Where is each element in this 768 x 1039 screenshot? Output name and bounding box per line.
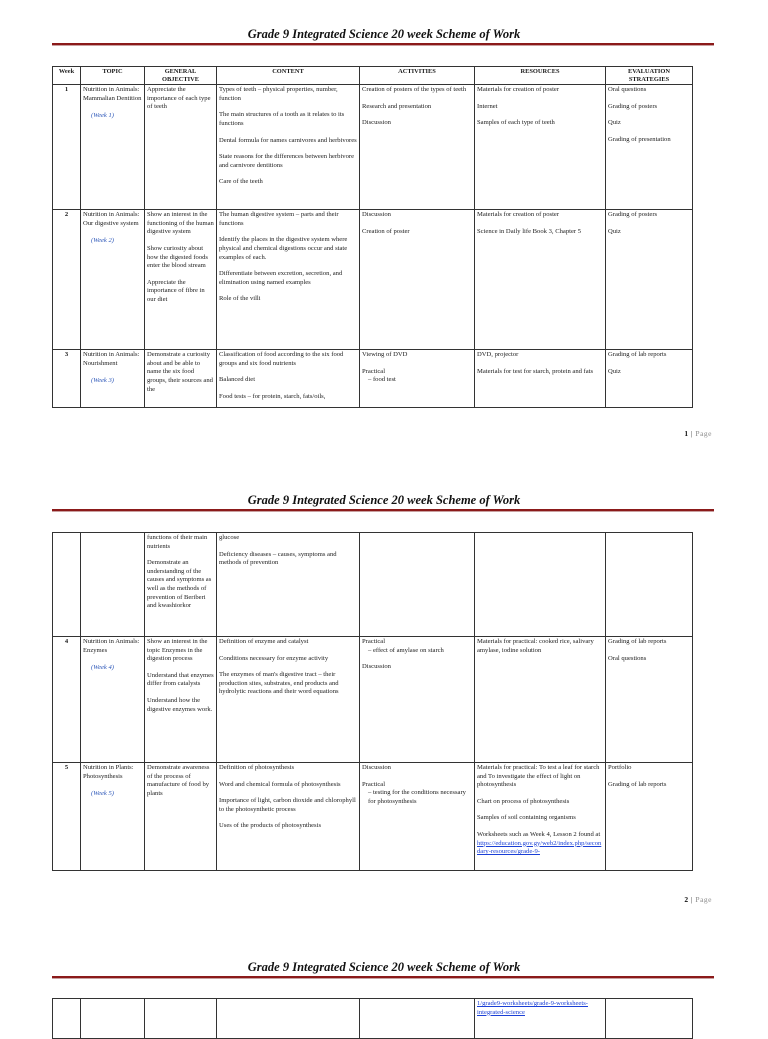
table-row: [53, 763, 693, 871]
page-label: Page: [695, 895, 712, 904]
week-number: 5: [53, 763, 81, 871]
header-week: Week: [53, 67, 81, 85]
content-item: Types of teeth – physical properties, number, function: [219, 86, 338, 102]
header-objective: GENERAL OBJECTIVE: [145, 67, 217, 85]
content-cell: [217, 210, 360, 350]
evaluation-item: Quiz: [608, 119, 621, 127]
activity-item: Research and presentation: [362, 102, 432, 110]
page-number-value: 1: [684, 429, 689, 438]
activities-cell: [360, 85, 475, 210]
objective-cell: [145, 637, 217, 763]
week-number: 1: [53, 85, 81, 210]
content-item: Role of the villi: [219, 295, 261, 303]
activity-item: Practical: [362, 367, 386, 375]
resources-cell: [475, 210, 606, 350]
content-item: Identify the places in the digestive system where physical and chemical digestions occur and state examples of each.: [219, 236, 348, 261]
resource-link[interactable]: 1/grade9-worksheets/grade-9-worksheets-integrated-science: [477, 1000, 588, 1016]
evaluation-item: Grading of posters: [608, 102, 658, 110]
table-row-continuation: [53, 533, 693, 637]
content-item: The main structures of a tooth as it relates to its functions: [219, 111, 345, 127]
topic-line: Nutrition in Animals:: [83, 351, 140, 359]
content-item: Importance of light, carbon dioxide and chlorophyll to the photosynthetic process: [219, 797, 356, 813]
evaluation-item: Grading of posters: [608, 211, 658, 219]
resource-item: DVD, projector: [477, 351, 519, 359]
week-number: [53, 999, 81, 1039]
table-row: [53, 210, 693, 350]
resources-cell: [475, 999, 606, 1039]
topic-line: Nourishment: [83, 359, 118, 367]
content-cell: [217, 533, 360, 637]
content-item: Classification of food according to the six food groups and six food nutrients: [219, 351, 344, 367]
evaluation-item: Grading of lab reports: [608, 638, 667, 645]
title-rule: [52, 976, 714, 979]
objective-cell: [145, 999, 217, 1039]
week-number: 2: [53, 210, 81, 350]
scheme-table-page-2: [52, 532, 693, 871]
evaluation-item: Quiz: [608, 227, 621, 235]
evaluation-item: Grading of lab reports: [608, 351, 667, 359]
resource-item: Science in Daily life Book 3, Chapter 5: [477, 227, 582, 235]
scheme-table-page-1: [52, 66, 693, 408]
activities-cell: [360, 763, 475, 871]
objective-item: Demonstrate an understanding of the causes and symptoms as well as the methods of prevention of Beriberi and kwashiorkor: [147, 559, 212, 610]
activity-item: Discussion: [362, 663, 391, 671]
resource-item: Samples of each type of teeth: [477, 119, 555, 127]
content-cell: [217, 637, 360, 763]
topic-line: Nutrition in Animals:: [83, 638, 140, 645]
evaluation-item: Oral questions: [608, 654, 647, 662]
objective-item: Appreciate the importance of each type of teeth: [147, 86, 211, 111]
objective-cell: [145, 763, 217, 871]
resource-item: Worksheets such as Week 4, Lesson 2 found at: [477, 830, 601, 838]
evaluation-item: Portfolio: [608, 764, 632, 771]
evaluation-item: Grading of lab reports: [608, 780, 667, 788]
activity-item: Viewing of DVD: [362, 351, 408, 359]
content-item: State reasons for the differences between herbivore and carnivore dentitions: [219, 153, 354, 169]
resource-item: Materials for practical: cooked rice, salivary amylase, iodine solution: [477, 638, 594, 654]
resource-item: Internet: [477, 102, 498, 110]
topic-line: Enzymes: [83, 646, 108, 654]
activity-item: – testing for the conditions necessary for photosynthesis: [368, 789, 466, 805]
objective-item: Show curiosity about how the digested foods enter the blood stream: [147, 244, 208, 270]
evaluation-item: Quiz: [608, 367, 621, 375]
table-row: [53, 85, 693, 210]
evaluation-cell: [606, 533, 693, 637]
content-item: Deficiency diseases – causes, symptoms and methods of prevention: [219, 550, 337, 567]
page-number-2: 2 | Page: [684, 895, 712, 904]
table-row-continuation: [53, 999, 693, 1039]
content-item: The enzymes of man's digestive tract – their production sites, substrates, end products and hydrolytic reactions and their word equations: [219, 671, 339, 696]
objective-item: Appreciate the importance of fibre in our diet: [147, 278, 205, 303]
resource-item: Materials for creation of poster: [477, 86, 560, 94]
resources-cell: [475, 637, 606, 763]
objective-item: Show an interest in the functioning of the human digestive system: [147, 211, 214, 236]
header-evaluation: EVALUATION STRATEGIES: [606, 67, 693, 85]
objective-cell: [145, 350, 217, 408]
objective-item: Demonstrate a curiosity about and be able to name the six food groups, their sources and the: [147, 351, 213, 393]
objective-item: Show an interest in the topic Enzymes in the digestion process: [147, 638, 208, 663]
content-item: Definition of photosynthesis: [219, 764, 295, 771]
resources-cell: [475, 533, 606, 637]
topic-cell: [81, 85, 145, 210]
content-item: Food tests – for protein, starch, fats/oils,: [219, 392, 326, 400]
page-number-value: 2: [684, 895, 689, 904]
activity-item: Creation of poster: [362, 227, 410, 235]
title-rule: [52, 43, 714, 46]
table-header-row: [53, 67, 693, 85]
content-item: Definition of enzyme and catalyst: [219, 638, 309, 645]
week-number: 3: [53, 350, 81, 408]
topic-cell: [81, 999, 145, 1039]
page-2-title: Grade 9 Integrated Science 20 week Scheme of Work: [247, 493, 521, 507]
evaluation-cell: [606, 637, 693, 763]
evaluation-cell: [606, 85, 693, 210]
week-label: (Week 2): [91, 237, 115, 245]
activity-item: Creation of posters of the types of teeth: [362, 86, 467, 94]
content-cell: [217, 763, 360, 871]
header-activities: ACTIVITIES: [360, 67, 475, 85]
content-item: Conditions necessary for enzyme activity: [219, 654, 329, 662]
week-label: (Week 1): [91, 112, 115, 120]
content-item: Balanced diet: [219, 376, 256, 384]
objective-item: functions of their main nutrients: [147, 534, 208, 550]
activity-item: Practical: [362, 638, 386, 645]
table-row: [53, 350, 693, 408]
page-1-title: Grade 9 Integrated Science 20 week Scheme of Work: [247, 27, 521, 41]
week-number: [53, 533, 81, 637]
topic-line: Nutrition in Plants:: [83, 764, 134, 771]
activity-item: Practical: [362, 780, 386, 788]
content-cell: [217, 999, 360, 1039]
resource-item: Materials for creation of poster: [477, 211, 560, 219]
activities-cell: [360, 533, 475, 637]
activity-item: Discussion: [362, 119, 391, 127]
objective-item: Demonstrate awareness of the process of manufacture of food by plants: [147, 764, 210, 797]
resource-link[interactable]: https://education.gov.gy/web2/index.php/secondary-resources/grade-9-: [477, 839, 602, 856]
objective-item: Understand how the digestive enzymes work.: [147, 696, 213, 713]
header-content: CONTENT: [217, 67, 360, 85]
page-label: Page: [695, 429, 712, 438]
resource-item: Materials for test for starch, protein and fats: [477, 367, 594, 375]
week-number: 4: [53, 637, 81, 763]
evaluation-cell: [606, 999, 693, 1039]
activities-cell: [360, 999, 475, 1039]
resource-item: Chart on process of photosynthesis: [477, 797, 570, 805]
topic-line: Nutrition in Animals:: [83, 86, 140, 94]
scheme-table-page-3: [52, 998, 693, 1039]
resource-item: Samples of soil containing organisms: [477, 814, 576, 822]
activity-item: Discussion: [362, 211, 391, 219]
resources-cell: [475, 350, 606, 408]
activity-item: – food test: [368, 376, 396, 384]
header-resources: RESOURCES: [475, 67, 606, 85]
objective-cell: [145, 85, 217, 210]
evaluation-item: Oral questions: [608, 86, 647, 94]
content-item: Differentiate between excretion, secretion, and elimination using named examples: [219, 270, 343, 286]
evaluation-cell: [606, 763, 693, 871]
content-item: Word and chemical formula of photosynthesis: [219, 780, 341, 788]
activity-item: – effect of amylase on starch: [368, 646, 444, 654]
topic-cell: [81, 350, 145, 408]
topic-cell: [81, 533, 145, 637]
table-row: [53, 637, 693, 763]
week-label: (Week 5): [91, 790, 115, 798]
page-3-title: Grade 9 Integrated Science 20 week Scheme of Work: [247, 960, 521, 974]
objective-item: Understand that enzymes differ from catalysts: [147, 671, 214, 688]
topic-cell: [81, 637, 145, 763]
resources-cell: [475, 85, 606, 210]
evaluation-item: Grading of presentation: [608, 135, 671, 143]
resources-cell: [475, 763, 606, 871]
activities-cell: [360, 210, 475, 350]
header-topic: TOPIC: [81, 67, 145, 85]
page-number-1: 1 | Page: [684, 429, 712, 438]
activity-item: Discussion: [362, 764, 391, 771]
content-cell: [217, 350, 360, 408]
topic-cell: [81, 210, 145, 350]
resource-item: Materials for practical: To test a leaf for starch and To investigate the effect of light on photosynthesis: [477, 764, 600, 789]
topic-line: Photosynthesis: [83, 772, 123, 780]
activities-cell: [360, 350, 475, 408]
topic-line: Mammalian Dentition: [83, 94, 142, 102]
content-item: Uses of the products of photosynthesis: [219, 822, 322, 830]
activities-cell: [360, 637, 475, 763]
objective-cell: [145, 210, 217, 350]
title-rule: [52, 509, 714, 512]
topic-cell: [81, 763, 145, 871]
week-label: (Week 4): [91, 664, 115, 672]
content-cell: [217, 85, 360, 210]
content-item: Dental formula for names carnivores and herbivores: [219, 136, 357, 144]
week-label: (Week 3): [91, 377, 115, 385]
topic-line: Nutrition in Animals: Our digestive system: [83, 211, 140, 227]
content-item: Care of the teeth: [219, 178, 263, 186]
content-item: glucose: [219, 534, 240, 541]
evaluation-cell: [606, 210, 693, 350]
content-item: The human digestive system – parts and their functions: [219, 211, 339, 227]
evaluation-cell: [606, 350, 693, 408]
objective-cell: [145, 533, 217, 637]
